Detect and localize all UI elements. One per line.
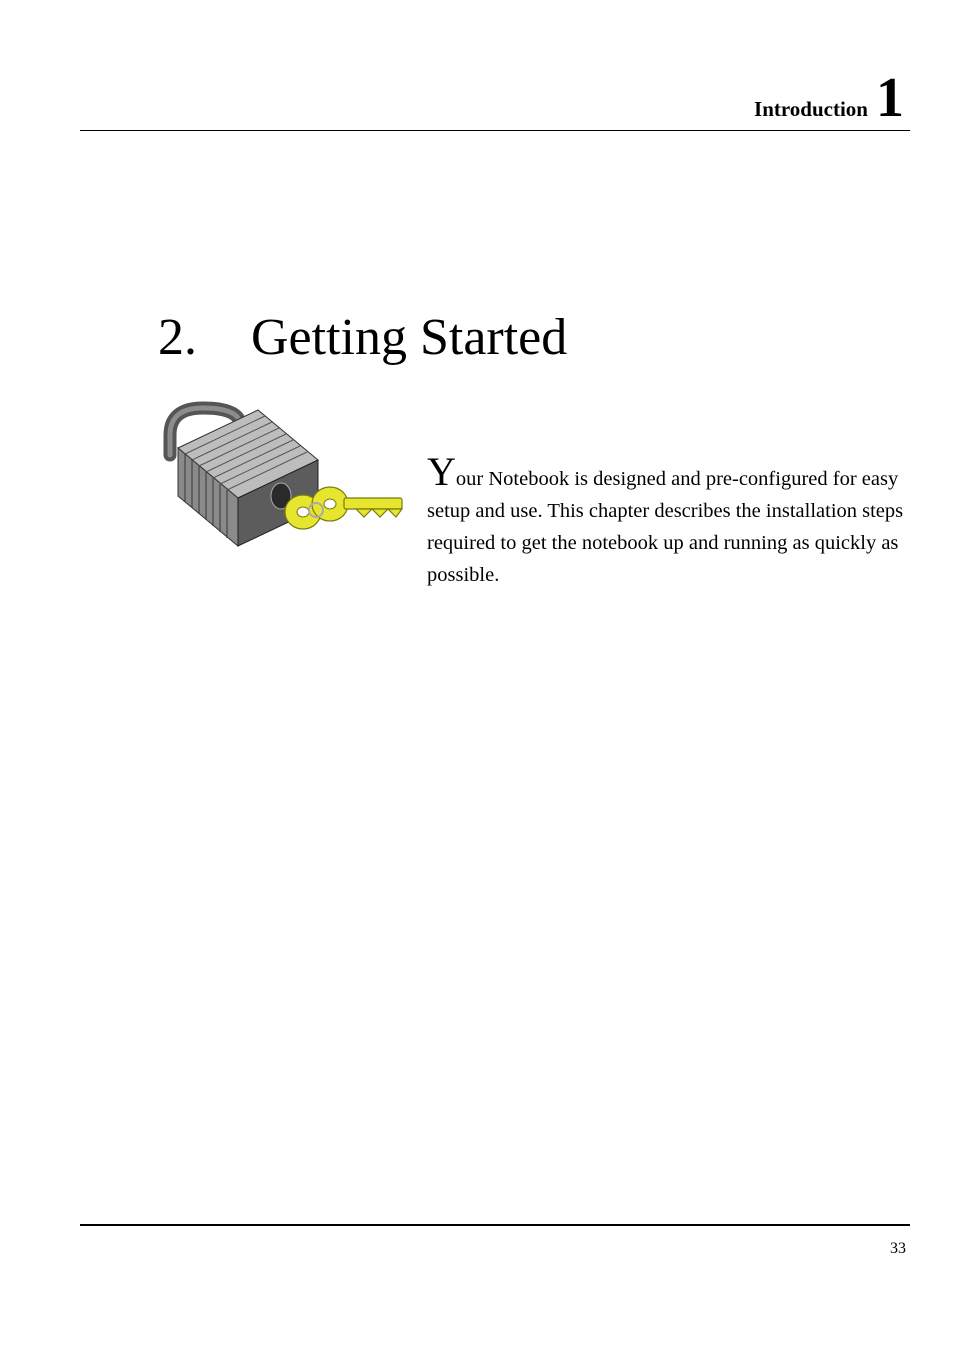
padlock-with-keys-icon: [158, 400, 410, 552]
running-header: [754, 67, 904, 129]
footer-rule: [80, 1224, 910, 1226]
header-section-title: Introduction: [754, 97, 868, 121]
header-rule: [80, 130, 910, 131]
page-number: 33: [890, 1240, 906, 1257]
chapter-title: Getting Started: [251, 308, 568, 366]
chapter-heading: [158, 307, 567, 369]
intro-paragraph: [427, 449, 912, 591]
header-chapter-number: 1: [876, 67, 904, 129]
drop-cap: Y: [427, 449, 456, 494]
chapter-number: 2.: [158, 308, 197, 366]
intro-text: our Notebook is designed and pre-configured for easy setup and use. This chapter describes the installation steps required to get the notebook up and running as quickly as possible.: [427, 468, 904, 586]
